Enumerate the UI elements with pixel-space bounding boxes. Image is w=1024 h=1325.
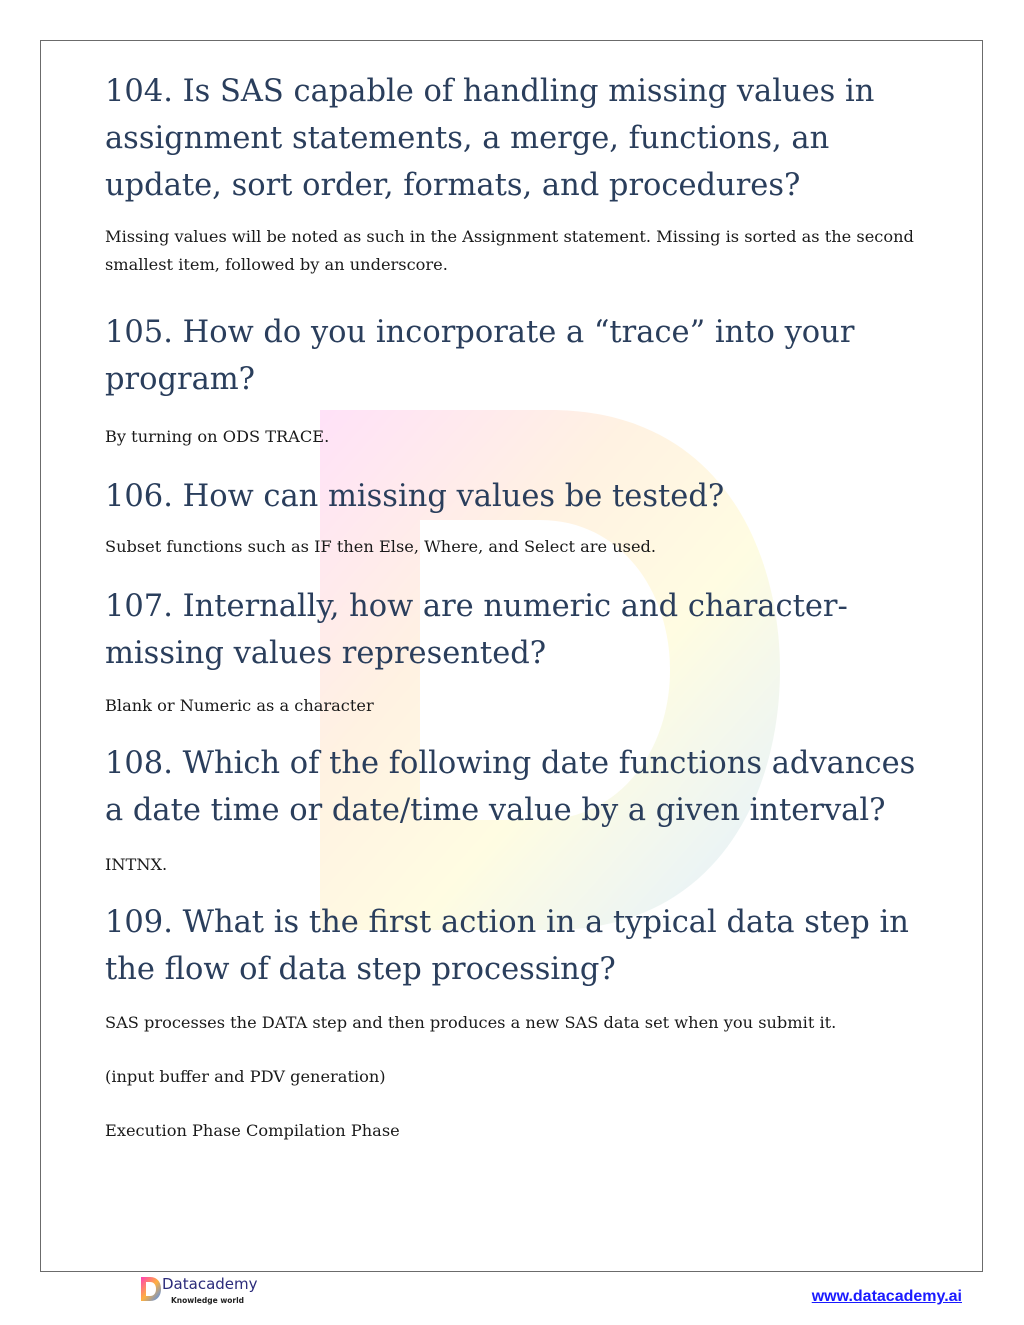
logo-text: Datacademy <box>162 1275 258 1293</box>
question-109: 109. What is the first action in a typical data step in the flow of data step processing? <box>105 905 909 987</box>
answer-109-line-3: Execution Phase Compilation Phase <box>105 1121 400 1140</box>
footer-logo[interactable] <box>140 1275 260 1309</box>
question-107: 107. Internally, how are numeric and character-missing values represented? <box>105 589 848 671</box>
answer-104: Missing values will be noted as such in the Assignment statement. Missing is sorted as the second smallest item, followed by an underscore. <box>105 227 914 274</box>
answer-106: Subset functions such as IF then Else, Where, and Select are used. <box>105 537 657 556</box>
question-104: 104. Is SAS capable of handling missing values in assignment statements, a merge, functions, an update, sort order, formats, and procedures? <box>105 74 875 203</box>
answer-109-line-1: SAS processes the DATA step and then produces a new SAS data set when you submit it. <box>105 1013 837 1032</box>
answer-105: By turning on ODS TRACE. <box>105 427 330 446</box>
datacademy-logo-icon <box>140 1276 162 1302</box>
question-106: 106. How can missing values be tested? <box>105 479 725 514</box>
answer-109-line-2: (input buffer and PDV generation) <box>105 1067 386 1086</box>
answer-107: Blank or Numeric as a character <box>105 696 374 715</box>
website-link[interactable]: www.datacademy.ai <box>811 1288 962 1305</box>
faq-content <box>105 68 925 1145</box>
logo-tagline: Knowledge world <box>171 1296 245 1305</box>
answer-108: INTNX. <box>105 855 168 874</box>
question-108: 108. Which of the following date functions advances a date time or date/time value by a given interval? <box>105 746 916 828</box>
question-105: 105. How do you incorporate a “trace” into your program? <box>105 315 855 397</box>
